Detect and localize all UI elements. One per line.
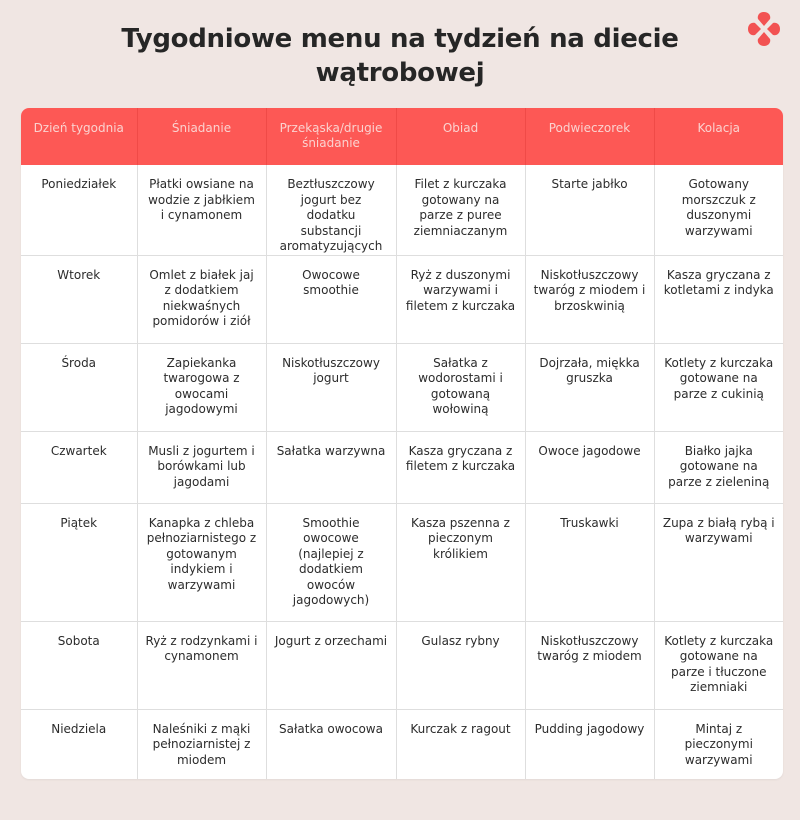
snack-cell: Jogurt z orzechami — [266, 621, 396, 709]
breakfast-cell: Omlet z białek jaj z dodatkiem niekwaśnych pomidorów i ziół — [137, 255, 266, 343]
weekly-menu-table — [21, 108, 783, 779]
afternoon-snack-cell: Owoce jagodowe — [525, 431, 654, 503]
lunch-cell: Gulasz rybny — [396, 621, 525, 709]
table-row — [21, 343, 783, 431]
breakfast-cell: Zapiekanka twarogowa z owocami jagodowymi — [137, 343, 266, 431]
table-row — [21, 165, 783, 255]
day-cell: Środa — [21, 343, 137, 431]
lunch-cell: Kasza gryczana z filetem z kurczaka — [396, 431, 525, 503]
day-cell: Sobota — [21, 621, 137, 709]
header-breakfast: Śniadanie — [137, 108, 266, 165]
header-afternoon-snack: Podwieczorek — [525, 108, 654, 165]
header-day: Dzień tygodnia — [21, 108, 137, 165]
breakfast-cell: Płatki owsiane na wodzie z jabłkiem i cynamonem — [137, 165, 266, 255]
dinner-cell: Gotowany morszczuk z duszonymi warzywami — [654, 165, 783, 255]
day-cell: Czwartek — [21, 431, 137, 503]
dinner-cell: Białko jajka gotowane na parze z zieleniną — [654, 431, 783, 503]
lunch-cell: Filet z kurczaka gotowany na parze z puree ziemniaczanym — [396, 165, 525, 255]
afternoon-snack-cell: Niskotłuszczowy twaróg z miodem — [525, 621, 654, 709]
breakfast-cell: Kanapka z chleba pełnoziarnistego z gotowanym indykiem i warzywami — [137, 503, 266, 621]
breakfast-cell: Naleśniki z mąki pełnoziarnistej z miodem — [137, 709, 266, 779]
lunch-cell: Sałatka z wodorostami i gotowaną wołowiną — [396, 343, 525, 431]
snack-cell: Niskotłuszczowy jogurt — [266, 343, 396, 431]
header-dinner: Kolacja — [654, 108, 783, 165]
day-cell: Piątek — [21, 503, 137, 621]
dinner-cell: Mintaj z pieczonymi warzywami — [654, 709, 783, 779]
breakfast-cell: Ryż z rodzynkami i cynamonem — [137, 621, 266, 709]
dinner-cell: Kotlety z kurczaka gotowane na parze i tłuczone ziemniaki — [654, 621, 783, 709]
header-lunch: Obiad — [396, 108, 525, 165]
snack-cell: Sałatka warzywna — [266, 431, 396, 503]
day-cell: Poniedziałek — [41, 177, 117, 191]
page-title: Tygodniowe menu na tydzień na diecie wątrobowej — [121, 24, 679, 88]
afternoon-snack-cell: Truskawki — [525, 503, 654, 621]
table-row — [21, 621, 783, 709]
day-cell: Wtorek — [21, 255, 137, 343]
header-snack: Przekąska/drugie śniadanie — [266, 108, 396, 165]
dinner-cell: Kasza gryczana z kotletami z indyka — [654, 255, 783, 343]
day-cell: Niedziela — [21, 709, 137, 779]
snack-cell: Smoothie owocowe (najlepiej z dodatkiem owoców jagodowych) — [266, 503, 396, 621]
snack-cell: Owocowe smoothie — [266, 255, 396, 343]
dinner-cell: Kotlety z kurczaka gotowane na parze z cukinią — [654, 343, 783, 431]
table-header-row — [21, 108, 783, 165]
four-petal-logo-icon — [746, 10, 782, 48]
snack-cell: Sałatka owocowa — [266, 709, 396, 779]
afternoon-snack-cell: Starte jabłko — [525, 165, 654, 255]
lunch-cell: Ryż z duszonymi warzywami i filetem z kurczaka — [396, 255, 525, 343]
breakfast-cell: Musli z jogurtem i borówkami lub jagodami — [137, 431, 266, 503]
lunch-cell: Kasza pszenna z pieczonym królikiem — [396, 503, 525, 621]
dinner-cell: Zupa z białą rybą i warzywami — [654, 503, 783, 621]
snack-cell: Beztłuszczowy jogurt bez dodatku substancji aromatyzujących — [266, 165, 396, 255]
afternoon-snack-cell: Niskotłuszczowy twaróg z miodem i brzoskwinią — [525, 255, 654, 343]
lunch-cell: Kurczak z ragout — [396, 709, 525, 779]
table-row — [21, 503, 783, 621]
table-row — [21, 255, 783, 343]
table-row — [21, 709, 783, 779]
afternoon-snack-cell: Dojrzała, miękka gruszka — [525, 343, 654, 431]
afternoon-snack-cell: Pudding jagodowy — [525, 709, 654, 779]
table-row — [21, 431, 783, 503]
